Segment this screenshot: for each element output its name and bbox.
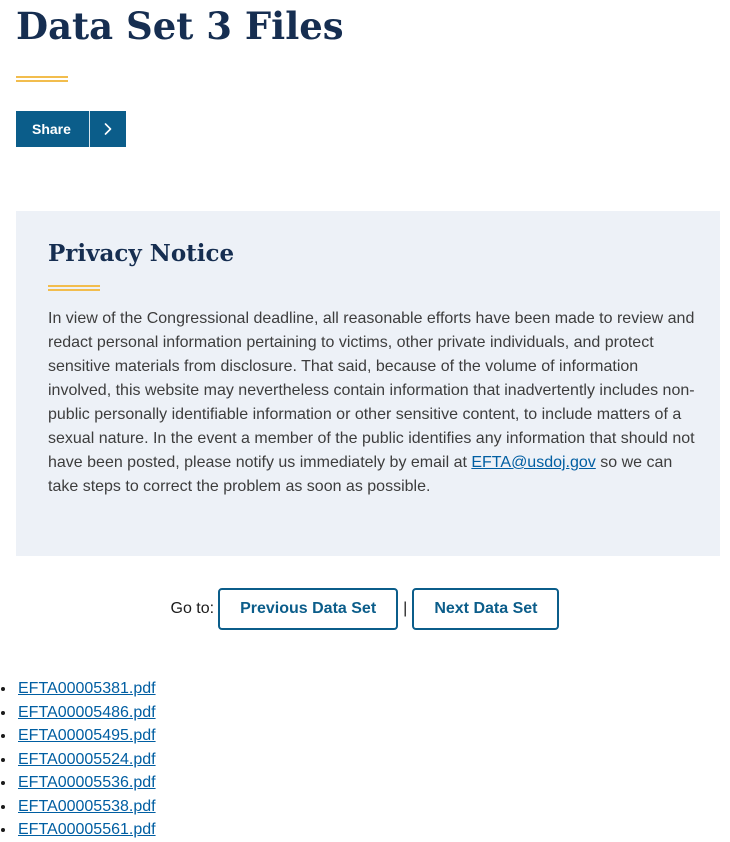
file-link[interactable]: EFTA00005495.pdf: [18, 727, 156, 744]
file-link[interactable]: EFTA00005524.pdf: [18, 750, 156, 768]
goto-label: Go to:: [170, 600, 215, 617]
list-item: [18, 818, 156, 842]
list-item: [18, 677, 156, 701]
file-link[interactable]: EFTA00005536.pdf: [18, 774, 156, 791]
list-item: [18, 771, 156, 795]
next-data-set-button[interactable]: Next Data Set: [412, 588, 559, 630]
privacy-notice: [16, 211, 720, 556]
list-item: [18, 795, 156, 819]
list-item: [18, 724, 156, 748]
file-link[interactable]: EFTA00005486.pdf: [18, 703, 156, 721]
file-list: [0, 677, 156, 842]
notice-accent-rule: [48, 285, 100, 291]
data-set-navigation: [0, 588, 730, 630]
notice-text-after-link: so we can take steps to correct the problem as soon as possible.: [48, 454, 673, 495]
share-button[interactable]: [16, 111, 126, 147]
privacy-notice-title: Privacy Notice: [48, 240, 235, 267]
page-title: Data Set 3 Files: [16, 4, 344, 48]
privacy-notice-body: [48, 307, 696, 499]
file-link[interactable]: EFTA00005561.pdf: [18, 821, 156, 838]
previous-data-set-button[interactable]: Previous Data Set: [218, 588, 398, 630]
list-item: [18, 701, 156, 725]
chevron-right-icon: [90, 111, 126, 147]
nav-separator: |: [403, 600, 408, 617]
file-link[interactable]: EFTA00005538.pdf: [18, 797, 156, 815]
share-button-divider: [89, 111, 90, 147]
email-link[interactable]: EFTA@usdoj.gov: [471, 454, 596, 471]
share-button-label: Share: [32, 121, 71, 137]
notice-text-before-link: In view of the Congressional deadline, all reasonable efforts have been made to review and redact personal information pertaining to victims, other private individuals, and protect sensitive materials from disclosure. That said, because of the volume of information involved, this website may nevertheless contain information that inadvertently includes non-public personally identifiable information or other sensitive content, to include matters of a sexual nature. In the event a member of the public identifies any information that should not have been posted, please notify us immediately by email at: [48, 310, 695, 471]
file-link[interactable]: EFTA00005381.pdf: [18, 680, 156, 697]
title-accent-rule: [16, 76, 68, 82]
list-item: [18, 748, 156, 772]
